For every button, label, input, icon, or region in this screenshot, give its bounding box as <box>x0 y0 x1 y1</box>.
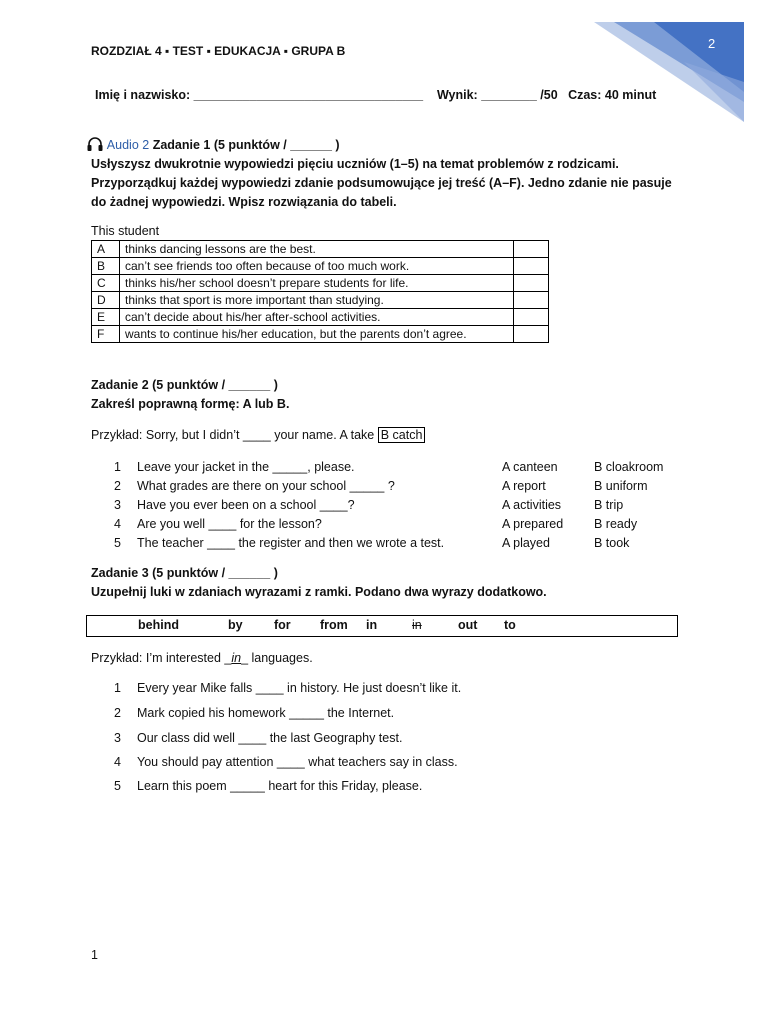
task2-title: Zadanie 2 (5 punktów / ______ ) <box>91 378 278 392</box>
table-row <box>92 258 549 275</box>
word-bank-box <box>86 615 678 637</box>
corner-decoration <box>594 22 744 122</box>
score-field-label: Wynik: ________ /50 <box>436 88 558 102</box>
task1-instruction <box>91 155 672 212</box>
task3-example <box>91 651 313 665</box>
word-bank-item: in <box>366 618 378 632</box>
instruction-line: Usłyszysz dwukrotnie wypowiedzi pięciu uczniów (1–5) na temat problemów z rodzicami. <box>91 157 619 171</box>
example-answer: in <box>231 651 242 665</box>
answer-cell[interactable] <box>514 275 549 292</box>
item-sentence: What grades are there on your school _____ ? <box>137 479 395 493</box>
task3-instruction: Uzupełnij luki w zdaniach wyrazami z ramki. Podano dwa wyrazy dodatkowo. <box>91 585 547 599</box>
example-text: Przykład: I’m interested _ <box>91 651 232 665</box>
item-number: 2 <box>114 479 121 493</box>
task3-item <box>0 779 768 799</box>
task2-example <box>91 428 425 442</box>
option-b[interactable]: B uniform <box>594 479 648 493</box>
task2-item <box>0 498 768 518</box>
answer-cell[interactable] <box>514 241 549 258</box>
option-a[interactable]: A activities <box>502 498 562 512</box>
item-sentence: Our class did well ____ the last Geography test. <box>137 731 403 745</box>
option-text: thinks that sport is more important than studying. <box>120 292 514 309</box>
option-letter: E <box>92 309 120 326</box>
item-number: 3 <box>114 498 121 512</box>
task2-item <box>0 536 768 556</box>
task3-item <box>0 706 768 726</box>
answer-cell[interactable] <box>514 292 549 309</box>
item-sentence: The teacher ____ the register and then we wrote a test. <box>137 536 445 550</box>
option-a[interactable]: A canteen <box>502 460 558 474</box>
table-caption: This student <box>91 224 160 238</box>
headphones-icon <box>86 136 104 152</box>
task3-item <box>0 681 768 701</box>
option-b[interactable]: B took <box>594 536 630 550</box>
task2-item <box>0 479 768 499</box>
option-a[interactable]: A prepared <box>502 517 564 531</box>
name-field-label: Imię i nazwisko: _________________________________ <box>95 88 424 102</box>
option-text: can’t see friends too often because of too much work. <box>120 258 514 275</box>
item-sentence: Learn this poem _____ heart for this Friday, please. <box>137 779 423 793</box>
option-letter: C <box>92 275 120 292</box>
test-title: ROZDZIAŁ 4 ▪ TEST ▪ EDUKACJA ▪ GRUPA B <box>91 44 346 58</box>
table-row <box>92 326 549 343</box>
option-text: wants to continue his/her education, but the parents don’t agree. <box>120 326 514 343</box>
task1-options-table <box>91 240 549 343</box>
item-sentence: Mark copied his homework _____ the Internet. <box>137 706 395 720</box>
item-number: 1 <box>114 681 121 695</box>
option-text: thinks dancing lessons are the best. <box>120 241 514 258</box>
option-letter: A <box>92 241 120 258</box>
item-number: 3 <box>114 731 121 745</box>
task1-heading <box>86 136 340 152</box>
word-bank-item: for <box>274 618 291 632</box>
item-number: 5 <box>114 779 121 793</box>
option-letter: D <box>92 292 120 309</box>
option-b[interactable]: B ready <box>594 517 638 531</box>
answer-cell[interactable] <box>514 258 549 275</box>
table-row <box>92 241 549 258</box>
item-sentence: You should pay attention ____ what teachers say in class. <box>137 755 458 769</box>
option-a[interactable]: A report <box>502 479 546 493</box>
item-sentence: Are you well ____ for the lesson? <box>137 517 322 531</box>
word-bank-item: by <box>228 618 243 632</box>
word-bank-item: to <box>504 618 516 632</box>
item-number: 5 <box>114 536 121 550</box>
example-answer-box: B catch <box>378 427 426 443</box>
footer-page-number: 1 <box>91 948 98 962</box>
item-number: 1 <box>114 460 121 474</box>
word-bank-item: from <box>320 618 348 632</box>
example-text: Przykład: Sorry, but I didn’t ____ your name. A take <box>91 428 375 442</box>
answer-cell[interactable] <box>514 309 549 326</box>
item-number: 2 <box>114 706 121 720</box>
task3-item <box>0 731 768 751</box>
option-letter: F <box>92 326 120 343</box>
option-text: thinks his/her school doesn’t prepare students for life. <box>120 275 514 292</box>
word-bank-item: out <box>458 618 478 632</box>
task1-title: Zadanie 1 (5 punktów / ______ ) <box>152 138 340 152</box>
word-bank-item-used: in <box>412 618 422 632</box>
option-b[interactable]: B trip <box>594 498 624 512</box>
item-sentence: Have you ever been on a school ____? <box>137 498 355 512</box>
option-text: can’t decide about his/her after-school activities. <box>120 309 514 326</box>
task3-item <box>0 755 768 775</box>
example-text: _ languages. <box>241 651 313 665</box>
item-number: 4 <box>114 517 121 531</box>
instruction-line: do żadnej wypowiedzi. Wpisz rozwiązania do tabeli. <box>91 195 397 209</box>
time-label: Czas: 40 minut <box>568 88 657 102</box>
corner-page-number: 2 <box>708 36 716 51</box>
option-letter: B <box>92 258 120 275</box>
item-number: 4 <box>114 755 121 769</box>
task2-instruction: Zakreśl poprawną formę: A lub B. <box>91 397 290 411</box>
option-a[interactable]: A played <box>502 536 550 550</box>
table-row <box>92 292 549 309</box>
item-sentence: Every year Mike falls ____ in history. He just doesn’t like it. <box>137 681 462 695</box>
instruction-line: Przyporządkuj każdej wypowiedzi zdanie podsumowujące jej treść (A–F). Jedno zdanie nie pasuje <box>91 176 672 190</box>
audio-track-label: Audio 2 <box>106 138 150 152</box>
task3-title: Zadanie 3 (5 punktów / ______ ) <box>91 566 278 580</box>
task2-item <box>0 517 768 537</box>
table-row <box>92 275 549 292</box>
answer-cell[interactable] <box>514 326 549 343</box>
item-sentence: Leave your jacket in the _____, please. <box>137 460 355 474</box>
option-b[interactable]: B cloakroom <box>594 460 664 474</box>
task2-item <box>0 460 768 480</box>
table-row <box>92 309 549 326</box>
name-score-row <box>95 88 656 102</box>
word-bank-item: behind <box>138 618 179 632</box>
